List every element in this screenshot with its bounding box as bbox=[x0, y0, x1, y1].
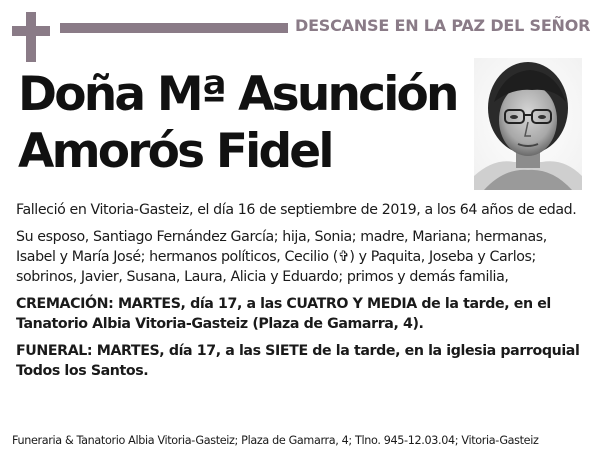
family-list: Su esposo, Santiago Fernández García; hija, Sonia; madre, Mariana; hermanas, Isabel y María José; hermanos políticos, Cecilio (✞) y Paquita, Joseba y Carlos; sobrinos, Javier, Susana, Laura, Alicia y Eduardo; primos y demás familia, bbox=[16, 229, 547, 285]
funeral-home-footer: Funeraria & Tanatorio Albia Vitoria-Gasteiz; Plaza de Gamarra, 4; Tlno. 945-12.03.04; Vitoria-Gasteiz bbox=[12, 434, 539, 447]
funeral-info: FUNERAL: MARTES, día 17, a las SIETE de la tarde, en la iglesia parroquial Todos los Santos. bbox=[16, 343, 580, 379]
deceased-name bbox=[18, 66, 468, 180]
name-line-2: Amorós Fidel bbox=[18, 124, 332, 179]
portrait-photo bbox=[474, 58, 582, 190]
death-notice: Falleció en Vitoria-Gasteiz, el día 16 de septiembre de 2019, a los 64 años de edad. bbox=[16, 202, 577, 218]
cremation-info: CREMACIÓN: MARTES, día 17, a las CUATRO Y MEDIA de la tarde, en el Tanatorio Albia Vitoria-Gasteiz (Plaza de Gamarra, 4). bbox=[16, 296, 551, 332]
name-line-1: Doña Mª Asunción bbox=[18, 67, 457, 122]
header-title: DESCANSE EN LA PAZ DEL SEÑOR bbox=[295, 16, 591, 35]
header-rule bbox=[60, 23, 288, 33]
cross-icon bbox=[12, 12, 50, 62]
obituary-body bbox=[16, 200, 584, 388]
